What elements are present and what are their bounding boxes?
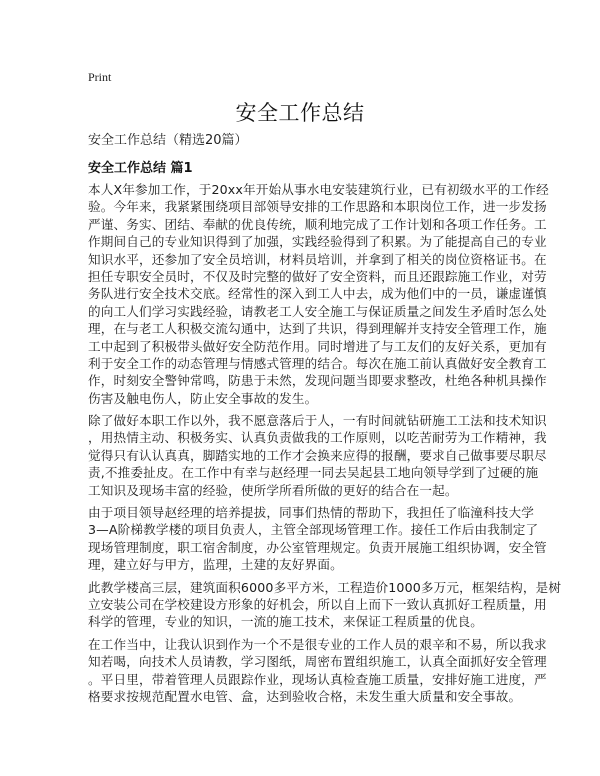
text-line: 责,不推委扯皮。在工作中有幸与赵经理一同去吴起县工地向领导学到了过硬的施	[88, 465, 539, 481]
paragraph-4	[88, 579, 562, 631]
section-heading: 安全工作总结 篇1	[88, 161, 193, 176]
text-line: 3—A阶梯教学楼的项目负责人，主管全部现场管理工作。接任工作后由我制定了	[88, 522, 539, 538]
document-body	[88, 181, 562, 710]
text-line: 作，时刻安全警钟常鸣，防患于未然，发现问题当即要求整改，杜绝各种机具操作	[88, 373, 547, 389]
text-line: 现场管理制度，职工宿舍制度，办公室管理规定。负责开展施工组织协调，安全管	[88, 539, 547, 555]
text-line: 。平日里，带着管理人员跟踪作业，现场认真检查施工质量，安排好施工进度，严	[88, 671, 547, 687]
text-line: 工中起到了积极带头做好安全防范作用。同时增进了与工友们的友好关系，更加有	[88, 338, 547, 354]
text-line: 本人X年参加工作，于20xx年开始从事水电安装建筑行业，已有初级水平的工作经	[88, 182, 549, 197]
text-line: 验。今年来，我紧紧围绕项目部领导安排的工作思路和本职岗位工作，进一步发扬	[88, 199, 547, 215]
paragraph-5	[88, 636, 547, 706]
print-label: Print	[88, 70, 112, 84]
text-line: 由于项目领导赵经理的培养提拔，同事们热情的帮助下，我担任了临潼科技大学	[88, 505, 535, 521]
text-line: 工知识及现场丰富的经验，使所学所看所做的更好的结合在一起。	[88, 482, 458, 498]
text-line: 利于安全工作的动态管理与情感式管理的结合。每次在施工前认真做好安全教育工	[88, 355, 547, 371]
text-line: 伤害及触电伤人，防止安全事故的发生。	[88, 390, 318, 406]
paragraph-1	[88, 181, 549, 407]
text-line: 担任专职安全员时，不仅及时完整的做好了安全资料，而且还跟踪施工作业，对劳	[88, 268, 547, 284]
text-line: 觉得只有认认真真，脚踏实地的工作才会换来应得的报酬，要求自己做事要尽职尽	[88, 447, 547, 463]
text-line: 除了做好本职工作以外，我不愿意落后于人，一有时间就钻研施工工法和技术知识	[88, 413, 547, 429]
text-line: 知若喝，向技术人员请教，学习图纸，周密布置组织施工，认真全面抓好安全管理	[88, 654, 547, 670]
document-title: 安全工作总结	[235, 101, 365, 125]
document-subtitle: 安全工作总结（精选20篇）	[88, 133, 248, 148]
text-line: 在工作当中，让我认识到作为一个不是很专业的工作人员的艰辛和不易，所以我求	[88, 636, 547, 652]
text-line: 此教学楼高三层，建筑面积6000多平方米，工程造价1000多万元，框架结构，是树	[88, 579, 562, 595]
text-line: 务队进行安全技术交底。经常性的深入到工人中去，成为他们中的一员，谦虚谨慎	[88, 286, 547, 302]
text-line: 理，在与老工人积极交流勾通中，达到了共识，得到理解并支持安全管理工作，施	[88, 321, 547, 337]
paragraph-2	[88, 412, 547, 499]
text-line: ，用热情主动、积极务实、认真负责做我的工作原则，以吃苦耐劳为工作精神，我	[88, 430, 547, 446]
text-line: 格要求按规范配置水电管、盒，达到验收合格，未发生重大质量和安全事故。	[88, 688, 522, 704]
text-line: 知识水平，还参加了安全员培训，材料员培训，并拿到了相关的岗位资格证书。在	[88, 251, 547, 267]
text-line: 科学的管理，专业的知识，一流的施工技术，来保证工程质量的优良。	[88, 614, 484, 630]
text-line: 作期间自己的专业知识得到了加强，实践经验得到了积累。为了能提高自己的专业	[88, 234, 547, 250]
paragraph-3	[88, 504, 547, 574]
text-line: 立安装公司在学校建设方形象的好机会，所以自上而下一致认真抓好工程质量，用	[88, 596, 547, 612]
text-line: 严谨、务实、团结、奉献的优良传统，顺利地完成了工作计划和各项工作任务。工	[88, 216, 547, 232]
text-line: 的向工人们学习实践经验，请教老工人安全施工与保证质量之间发生矛盾时怎么处	[88, 303, 547, 319]
text-line: 理，建立好与甲方，监理，土建的友好界面。	[88, 557, 343, 573]
